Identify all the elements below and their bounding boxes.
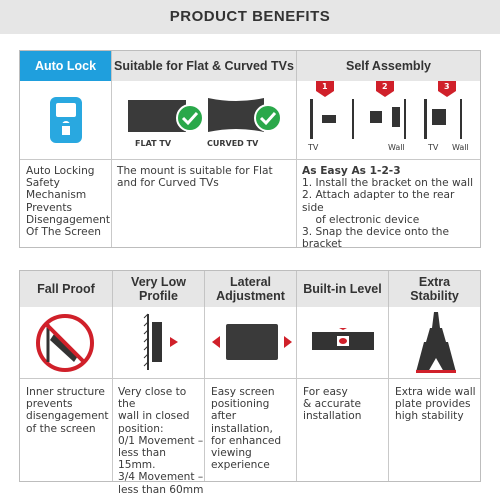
header-line: Extra — [418, 275, 451, 289]
desc-line: For easy — [303, 386, 348, 398]
desc-line: Safety — [26, 177, 60, 190]
top-banner — [0, 0, 500, 34]
badge-1: 1 — [322, 82, 328, 91]
lateral-adjustment-description — [211, 386, 297, 471]
badge-2: 2 — [382, 82, 388, 91]
curved-tv-icon — [206, 94, 290, 138]
header-line: Stability — [410, 289, 459, 303]
header-flat-curved — [112, 51, 297, 81]
desc-line: Very close to the — [118, 386, 187, 411]
desc-line: Prevents — [26, 201, 73, 214]
desc-line: Auto Locking — [26, 165, 95, 177]
top-row-divider — [20, 159, 480, 160]
desc-line: Disengagement — [26, 213, 111, 226]
desc-line: prevents — [26, 398, 73, 411]
header-line: Lateral — [230, 275, 271, 289]
desc-line: wall in closed — [118, 410, 190, 423]
desc-line: for enhanced — [211, 434, 282, 447]
step-line: 1. Install the bracket on the wall — [302, 177, 474, 190]
top-divider-1 — [111, 81, 112, 247]
desc-line: 3/4 Movement – — [118, 471, 204, 484]
desc-line: and for Curved TVs — [117, 177, 219, 190]
step-line: 2. Attach adapter to the rear side — [302, 189, 455, 214]
spirit-level-icon — [310, 328, 376, 354]
desc-line: after installation, — [211, 410, 273, 435]
low-profile-icon — [140, 312, 180, 374]
header-auto-lock-label: Auto Lock — [34, 59, 97, 73]
desc-line: experience — [211, 459, 270, 472]
curved-tv-label: CURVED TV — [207, 139, 259, 148]
desc-line: less than 60mm — [118, 483, 204, 496]
lateral-adjust-icon — [210, 322, 294, 362]
desc-line: installation — [303, 410, 362, 423]
auto-lock-description — [26, 165, 110, 238]
step-line: of electronic device — [302, 213, 420, 226]
no-fall-icon — [34, 312, 96, 374]
desc-line: & accurate — [303, 398, 362, 411]
step3-wall-label: Wall — [452, 143, 469, 152]
header-flat-curved-label: Suitable for Flat & Curved TVs — [114, 59, 294, 73]
step-line: 3. Snap the device onto the bracket — [302, 226, 449, 251]
desc-line: of the screen — [26, 422, 96, 435]
badge-3: 3 — [444, 82, 450, 91]
desc-line: Mechanism — [26, 189, 87, 202]
desc-line: viewing — [211, 447, 252, 460]
desc-line: plate provides — [395, 398, 471, 411]
desc-line: positioning — [211, 398, 270, 411]
very-low-profile-description — [118, 386, 204, 496]
header-line: Profile — [139, 289, 178, 303]
self-assembly-description — [302, 165, 478, 250]
step1-wall-label: Wall — [388, 143, 405, 152]
bottom-divider-2 — [204, 307, 205, 481]
bottom-row-divider — [20, 378, 480, 379]
flat-curved-description — [117, 165, 295, 189]
header-very-low-profile — [113, 271, 205, 307]
fall-proof-description — [26, 386, 110, 435]
self-assembly-subtitle: As Easy As 1-2-3 — [302, 165, 401, 177]
header-built-in-level-label: Built-in Level — [303, 282, 382, 296]
desc-line: less than 15mm. — [118, 447, 166, 472]
header-self-assembly-label: Self Assembly — [346, 59, 431, 73]
desc-line: Easy screen — [211, 386, 275, 398]
header-extra-stability — [389, 271, 480, 307]
desc-line: Extra wide wall — [395, 386, 476, 398]
bottom-divider-1 — [112, 307, 113, 481]
top-divider-2 — [296, 81, 297, 247]
header-fall-proof-label: Fall Proof — [37, 282, 95, 296]
desc-line: high stability — [395, 410, 464, 423]
header-self-assembly — [297, 51, 480, 81]
tower-icon — [414, 312, 458, 374]
desc-line: The mount is suitable for Flat — [117, 165, 273, 177]
step1-tv-label: TV — [308, 143, 319, 152]
header-line: Very Low — [131, 275, 186, 289]
header-line: Adjustment — [216, 289, 285, 303]
lock-icon — [48, 95, 84, 145]
flat-tv-label: FLAT TV — [135, 139, 172, 148]
desc-line: disengagement — [26, 410, 109, 423]
flat-tv-icon — [126, 96, 206, 138]
desc-line: Inner structure — [26, 386, 105, 398]
desc-line: Of The Screen — [26, 226, 101, 239]
desc-line: 0/1 Movement – — [118, 434, 204, 447]
step3-tv-label: TV — [428, 143, 439, 152]
desc-line: position: — [118, 422, 164, 435]
header-lateral-adjustment — [205, 271, 297, 307]
built-in-level-description — [303, 386, 389, 423]
header-auto-lock — [20, 51, 112, 81]
header-fall-proof — [20, 271, 113, 307]
page-title: PRODUCT BENEFITS — [169, 8, 331, 25]
header-built-in-level — [297, 271, 389, 307]
extra-stability-description — [395, 386, 479, 423]
